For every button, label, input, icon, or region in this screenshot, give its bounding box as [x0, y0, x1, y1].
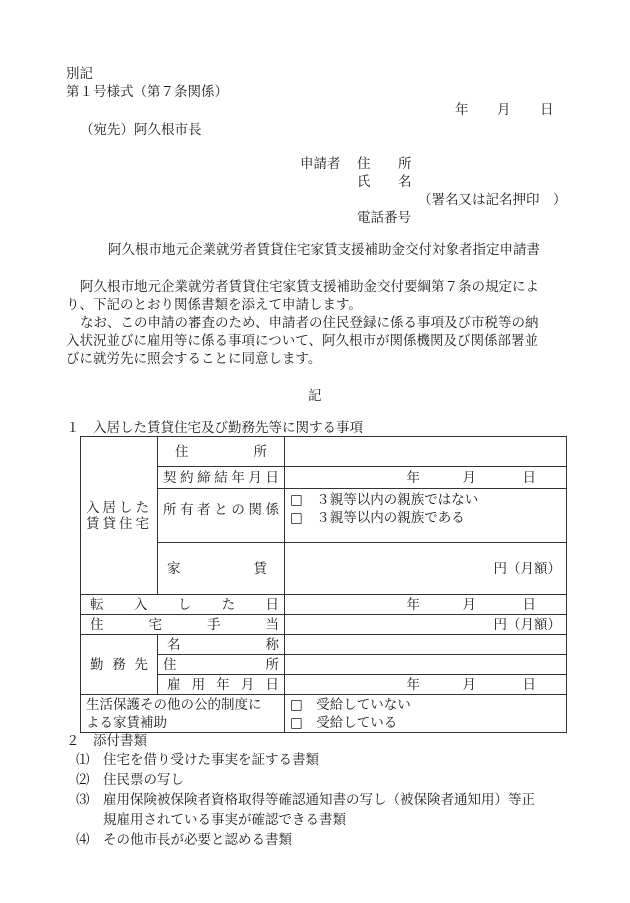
owner-ch2: 有: [180, 501, 194, 518]
rent-field[interactable]: [285, 543, 567, 595]
movein-ch1: 転: [90, 596, 104, 613]
owner-relation-options: [285, 489, 567, 543]
annex-label: 別記: [66, 66, 93, 82]
rent-label: [158, 543, 285, 595]
allowance-unit: 円（月額）: [493, 616, 561, 633]
section1-heading: １ 入居した賃貸住宅及び勤務先等に関する事項: [66, 420, 363, 436]
work-group-label: [81, 635, 158, 695]
contract-date-label: [158, 467, 285, 489]
rent-unit: 円（月額）: [493, 560, 561, 577]
movein-ch3: し: [177, 596, 192, 613]
para2-line2: 入状況並びに雇用等に係る事項について、阿久根市が関係機関及び関係部署並: [66, 333, 538, 349]
movein-day: 日: [522, 596, 536, 613]
movein-month: 月: [462, 596, 476, 613]
attachment-item-3: ⑶ 雇用保険被保険者資格取得等確認通知書の写し（被保険者通知用）等正: [76, 792, 535, 808]
row-housing-address: [81, 437, 567, 467]
work-ch3: 先: [134, 656, 148, 673]
work-name-ch1: 名: [167, 636, 181, 653]
allowance-label: [81, 615, 285, 635]
owner-ch1: 所: [163, 501, 177, 518]
owner-ch4: と: [214, 501, 228, 518]
work-address-ch1: 住: [163, 656, 177, 673]
owner-option-not-relative[interactable]: □ ３親等以内の親族ではない: [290, 492, 479, 508]
row-allowance: [81, 615, 567, 635]
welfare-option-receiving[interactable]: □ 受給している: [290, 714, 398, 731]
rent-ch2: 賃: [253, 560, 267, 577]
para2-line3: びに就労先に照会することに同意します。: [66, 351, 322, 367]
para2-line1: なお、この申請の審査のため、申請者の住民登録に係る事項及び市税等の納: [80, 315, 539, 331]
contract-date-field[interactable]: [285, 467, 567, 489]
applicant-phone: 電話番号: [357, 210, 411, 226]
owner-relation-label: [158, 489, 285, 543]
contract-month: 月: [462, 469, 476, 486]
work-name-field[interactable]: [285, 635, 567, 655]
employ-month: 月: [462, 676, 476, 693]
row-welfare: [81, 695, 567, 733]
body-text: [66, 278, 576, 368]
allowance-ch3: 手: [207, 616, 221, 633]
housing-address-label: [158, 437, 285, 467]
employ-date-field[interactable]: [285, 675, 567, 695]
housing-group-line2: 賃貸住宅: [86, 515, 152, 532]
employ-day: 日: [522, 676, 536, 693]
housing-address-ch2: 所: [253, 443, 267, 460]
contract-ch4: 結: [214, 469, 228, 486]
employ-ch4: 月: [240, 676, 255, 693]
work-ch1: 勤: [90, 656, 104, 673]
applicant-name-1: 氏: [357, 174, 371, 190]
welfare-options: [285, 695, 567, 733]
allowance-ch2: 宅: [148, 616, 162, 633]
contract-ch1: 契: [163, 469, 177, 486]
section2-heading: ２ 添付書類: [66, 733, 147, 749]
work-name-ch2: 称: [265, 636, 279, 653]
contract-ch3: 締: [197, 469, 211, 486]
owner-option-relative[interactable]: □ ３親等以内の親族である: [290, 510, 465, 526]
movein-ch4: た: [221, 596, 236, 613]
employ-ch1: 雇: [167, 676, 181, 693]
movein-year: 年: [406, 596, 420, 613]
employ-ch2: 用: [191, 676, 206, 693]
housing-address-ch1: 住: [175, 443, 189, 460]
employ-ch3: 年: [216, 676, 230, 693]
ki-label: 記: [308, 388, 322, 404]
contract-year: 年: [406, 469, 420, 486]
welfare-label-line2: よる家賃補助: [86, 714, 167, 731]
movein-ch2: 入: [133, 596, 148, 613]
contract-ch5: 年: [231, 469, 245, 486]
contract-ch7: 日: [265, 469, 279, 486]
para1-line2: り、下記のとおり関係書類を添えて申請します。: [66, 297, 362, 313]
allowance-ch1: 住: [90, 616, 104, 633]
work-address-ch2: 所: [265, 656, 279, 673]
seal-note: （署名又は記名押印 ）: [418, 192, 567, 208]
work-address-field[interactable]: [285, 655, 567, 675]
applicant-name-2: 名: [398, 174, 412, 190]
attachment-item-2: ⑵ 住民票の写し: [76, 772, 184, 788]
form-number: 第１号様式（第７条関係）: [66, 84, 228, 100]
para1-line1: 阿久根市地元企業就労者賃貸住宅家賃支援補助金交付要綱第７条の規定によ: [80, 279, 539, 295]
contract-ch6: 月: [248, 469, 262, 486]
work-name-label: [158, 635, 285, 655]
row-work-name: [81, 635, 567, 655]
row-movein-date: [81, 595, 567, 615]
applicant-address-2: 所: [398, 156, 412, 172]
addressee: （宛先）阿久根市長: [80, 122, 202, 138]
owner-ch3: 者: [197, 501, 211, 518]
document-title: 阿久根市地元企業就労者賃貸住宅家賃支援補助金交付対象者指定申請書: [108, 242, 540, 258]
housing-address-field[interactable]: [285, 437, 567, 467]
attachment-item-4: ⑷ その他市長が必要と認める書類: [76, 832, 292, 848]
employ-date-label: [158, 675, 285, 695]
owner-ch6: 関: [248, 501, 262, 518]
attachment-item-3-cont: 規雇用されている事実が確認できる書類: [76, 812, 346, 828]
employ-ch5: 日: [265, 676, 279, 693]
contract-ch2: 約: [180, 469, 194, 486]
owner-ch7: 係: [265, 501, 279, 518]
welfare-label-line1: 生活保護その他の公的制度に: [86, 696, 262, 713]
date-month: 月: [497, 102, 511, 118]
attachment-list: [66, 750, 576, 850]
welfare-label: [81, 695, 285, 733]
contract-day: 日: [522, 469, 536, 486]
date-year: 年: [455, 102, 469, 118]
welfare-option-not-receiving[interactable]: □ 受給していない: [290, 696, 411, 713]
work-address-label: [158, 655, 285, 675]
housing-group-line1: 入居した: [86, 499, 152, 516]
owner-ch5: の: [231, 501, 245, 518]
housing-employment-table: [80, 436, 567, 733]
employ-year: 年: [406, 676, 420, 693]
rent-ch1: 家: [167, 560, 181, 577]
applicant-address-1: 住: [357, 156, 371, 172]
attachment-item-1: ⑴ 住宅を借り受けた事実を証する書類: [76, 752, 319, 768]
work-ch2: 務: [112, 656, 126, 673]
applicant-label: 申請者: [300, 156, 341, 172]
movein-date-field[interactable]: [285, 595, 567, 615]
movein-label: [81, 595, 285, 615]
movein-ch5: 日: [265, 596, 279, 613]
allowance-ch4: 当: [265, 616, 279, 633]
date-day: 日: [540, 102, 554, 118]
housing-group-label: [81, 437, 158, 595]
allowance-field[interactable]: [285, 615, 567, 635]
